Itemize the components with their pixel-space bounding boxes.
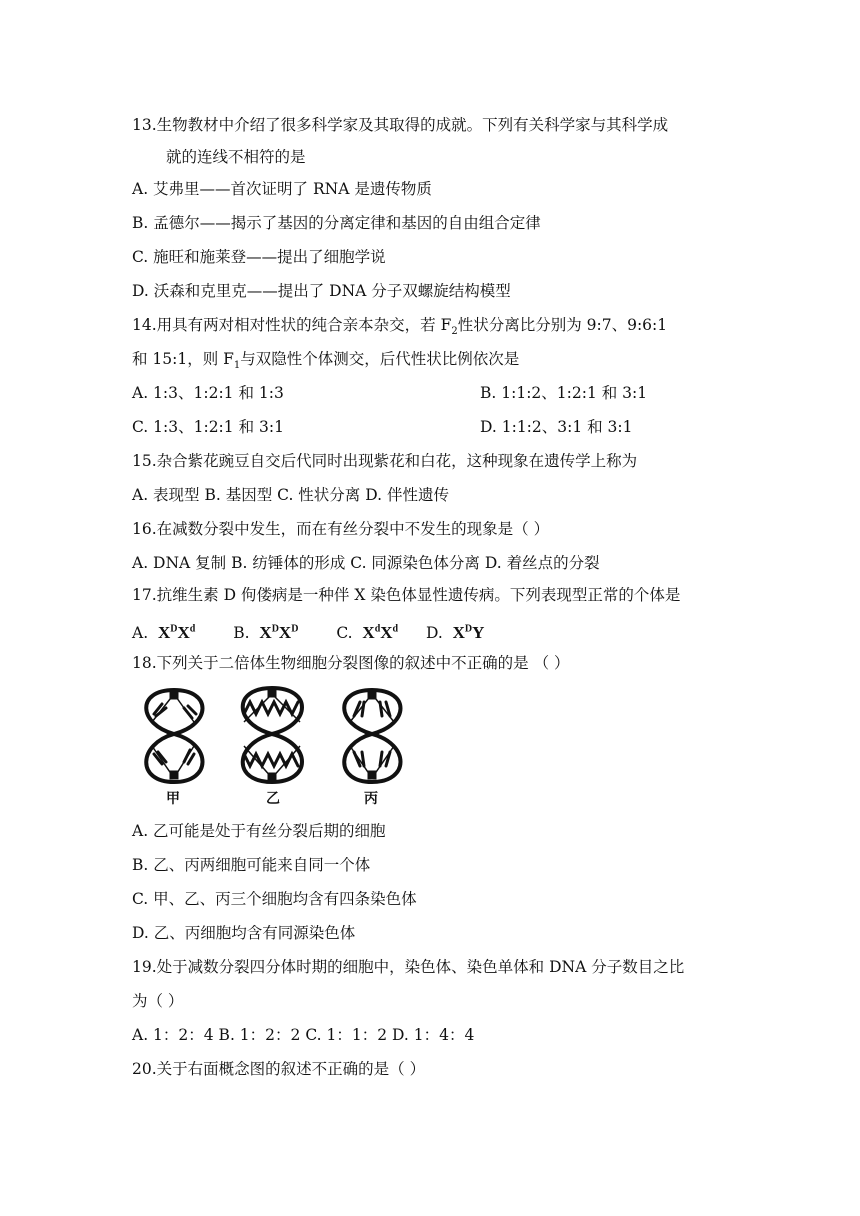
q18-option-c: C. 甲、乙、丙三个细胞均含有四条染色体: [132, 890, 417, 908]
q14-row1: [132, 382, 284, 404]
q14-option-d: D. 1:1:2、3:1 和 3:1: [480, 418, 633, 436]
q13-option-d: D. 沃森和克里克——提出了 DNA 分子双螺旋结构模型: [132, 282, 511, 300]
q19-options: A. 1：2：4 B. 1：2：2 C. 1：1：2 D. 1：4：4: [132, 1026, 475, 1044]
q17-options: [132, 618, 484, 644]
figure-label-jia: 甲: [166, 791, 180, 807]
q13-stem-line1: 13.生物教材中介绍了很多科学家及其取得的成就。下列有关科学家与其科学成: [132, 116, 669, 134]
q14-option-a: A. 1:3、1:2:1 和 1:3: [132, 384, 284, 402]
q20-stem: 20.关于右面概念图的叙述不正确的是（ ）: [132, 1060, 426, 1078]
q14-option-c: C. 1:3、1:2:1 和 3:1: [132, 418, 284, 436]
cell-division-figure: [132, 684, 417, 810]
q13-option-a: A. 艾弗里——首次证明了 RNA 是遗传物质: [132, 180, 432, 198]
q17-option-c: C. $X^dX^d$: [336, 622, 399, 642]
q14-option-b: B. 1:1:2、1:2:1 和 3:1: [480, 384, 648, 402]
q13-stem-line2: 就的连线不相符的是: [166, 148, 306, 166]
q15-stem: 15.杂合紫花豌豆自交后代同时出现紫花和白花，这种现象在遗传学上称为: [132, 452, 638, 470]
cell-division-diagram: [132, 684, 417, 788]
q14-stem-line2: 和 15:1，则 $F_1$与双隐性个体测交，后代性状比例依次是: [132, 350, 520, 372]
q18-option-a: A. 乙可能是处于有丝分裂后期的细胞: [132, 822, 386, 840]
q17-option-a: A. $X^DX^d$: [132, 622, 196, 642]
q13-option-b: B. 孟德尔——揭示了基因的分离定律和基因的自由组合定律: [132, 214, 541, 232]
q13-option-c: C. 施旺和施莱登——提出了细胞学说: [132, 248, 386, 266]
q16-stem: 16.在减数分裂中发生，而在有丝分裂中不发生的现象是（ ）: [132, 520, 550, 538]
q18-stem: 18.下列关于二倍体生物细胞分裂图像的叙述中不正确的是 （ ）: [132, 654, 570, 672]
figure-label-yi: 乙: [266, 791, 280, 807]
q17-option-d: D. $X^DY$: [425, 622, 485, 642]
figure-label-bing: 丙: [364, 791, 378, 807]
q19-stem-line1: 19.处于减数分裂四分体时期的细胞中，染色体、染色单体和 DNA 分子数目之比: [132, 958, 685, 976]
cell-bing-outline: [344, 690, 400, 782]
q18-option-d: D. 乙、丙细胞均含有同源染色体: [132, 924, 356, 942]
q15-options: A. 表现型 B. 基因型 C. 性状分离 D. 伴性遗传: [132, 486, 449, 504]
q16-options: A. DNA 复制 B. 纺锤体的形成 C. 同源染色体分离 D. 着丝点的分裂: [132, 554, 600, 572]
cell-jia-outline: [146, 690, 202, 782]
q17-stem: 17.抗维生素 D 佝偻病是一种伴 X 染色体显性遗传病。下列表现型正常的个体是: [132, 586, 681, 604]
q14-stem-line1: 14.用具有两对相对性状的纯合亲本杂交，若 $F_2$性状分离比分别为 9:7、9:6:1: [132, 316, 668, 338]
q17-option-b: B. $X^DX^D$: [233, 622, 299, 642]
q18-option-b: B. 乙、丙两细胞可能来自同一个体: [132, 856, 371, 874]
q19-stem-line2: 为（ ）: [132, 992, 184, 1010]
